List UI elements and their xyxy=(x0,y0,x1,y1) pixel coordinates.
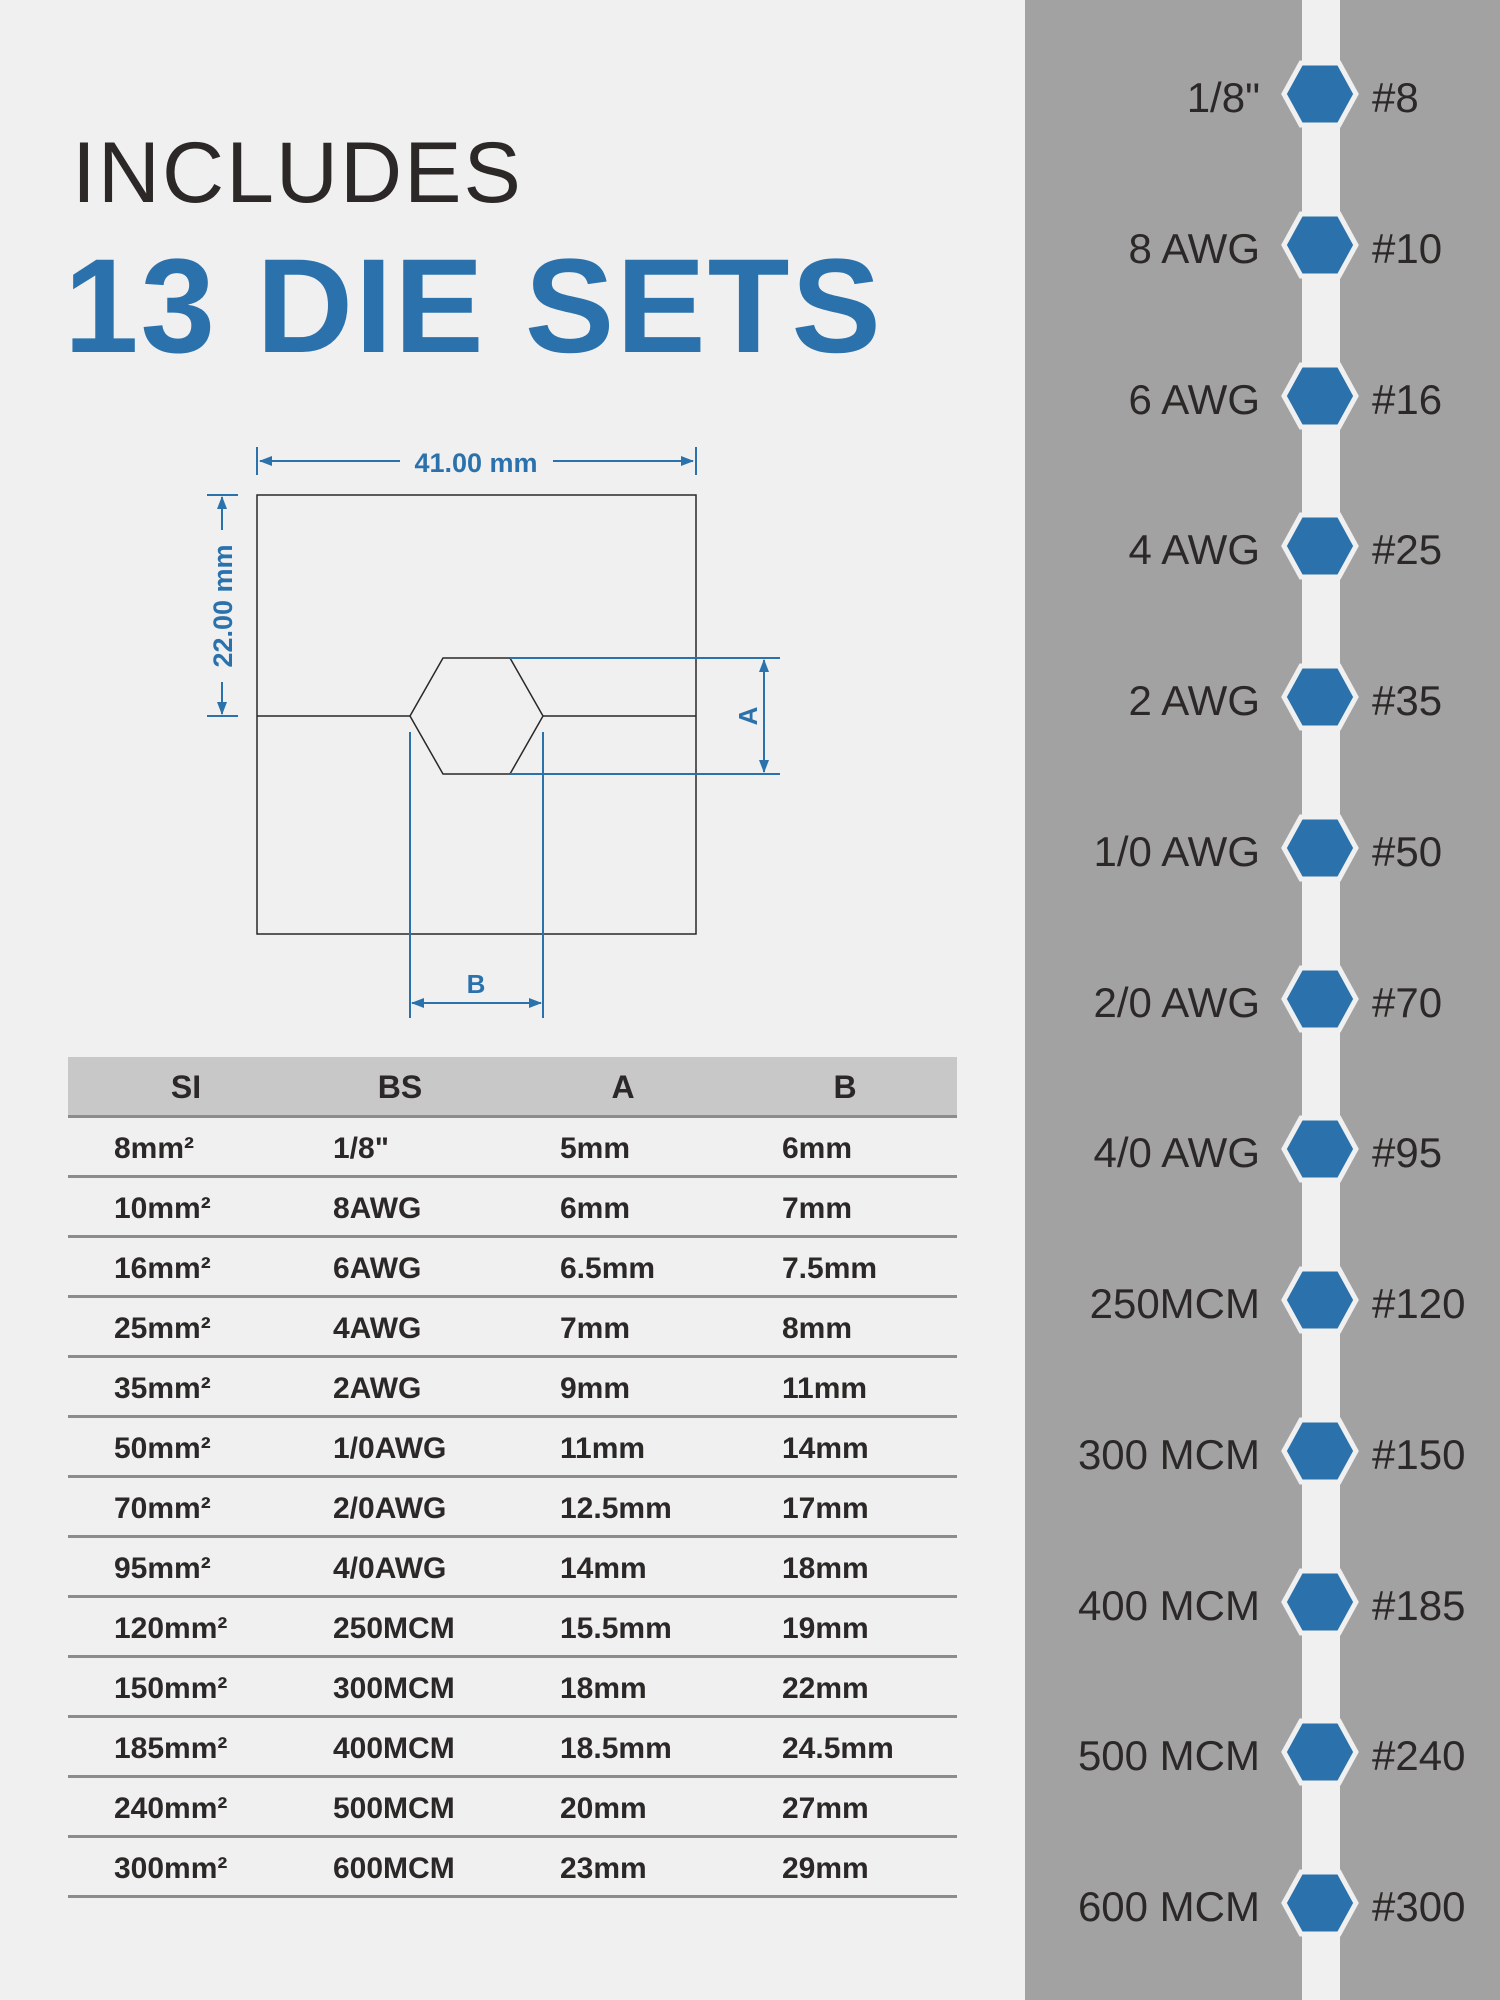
hexagon-icon xyxy=(1280,808,1360,888)
cell-bs: 2/0AWG xyxy=(333,1492,447,1525)
die-set-size: 1/8" xyxy=(1186,74,1260,121)
cell-bs: 1/8" xyxy=(333,1132,389,1165)
table-body xyxy=(68,1118,957,1898)
b-arrow-right xyxy=(529,998,542,1008)
cell-si: 50mm² xyxy=(114,1432,211,1465)
die-set-item xyxy=(1025,506,1500,586)
cell-b: 14mm xyxy=(782,1432,869,1465)
a-arrow-bottom xyxy=(759,760,769,773)
heading-die-sets: 13 DIE SETS xyxy=(64,232,883,381)
die-set-number: #120 xyxy=(1372,1280,1466,1327)
die-set-number: #25 xyxy=(1372,526,1443,573)
hexagon-icon xyxy=(1280,54,1360,134)
die-set-item xyxy=(1025,1863,1500,1943)
hexagon-icon xyxy=(1280,1712,1360,1792)
die-set-number: #16 xyxy=(1372,376,1443,423)
cell-bs: 6AWG xyxy=(333,1252,422,1285)
table-row xyxy=(68,1658,957,1718)
die-set-size: 250MCM xyxy=(1089,1280,1260,1327)
hexagon-icon xyxy=(1280,1411,1360,1491)
hexagon-icon xyxy=(1280,1260,1360,1340)
die-set-size: 600 MCM xyxy=(1077,1883,1260,1930)
height-arrow-top xyxy=(217,496,227,509)
cell-a: 6mm xyxy=(560,1192,631,1225)
a-arrow-top xyxy=(759,659,769,672)
cell-si: 16mm² xyxy=(114,1252,211,1285)
die-set-number: #50 xyxy=(1372,828,1443,875)
cell-si: 120mm² xyxy=(114,1612,228,1645)
table-row xyxy=(68,1598,957,1658)
cell-bs: 500MCM xyxy=(333,1792,455,1825)
die-set-size: 4 AWG xyxy=(1128,526,1260,573)
die-set-number: #35 xyxy=(1372,677,1443,724)
cell-b: 7mm xyxy=(782,1192,853,1225)
die-set-item xyxy=(1025,356,1500,436)
table-row xyxy=(68,1418,957,1478)
cell-bs: 400MCM xyxy=(333,1732,455,1765)
die-hexagon-shape xyxy=(410,658,543,774)
cell-a: 6.5mm xyxy=(560,1252,656,1285)
die-set-size: 1/0 AWG xyxy=(1093,828,1260,875)
a-dimension-label: A xyxy=(733,706,763,726)
die-set-size: 4/0 AWG xyxy=(1093,1129,1260,1176)
cell-a: 14mm xyxy=(560,1552,647,1585)
die-set-number: #10 xyxy=(1372,225,1443,272)
heading-includes: INCLUDES xyxy=(72,125,523,221)
cell-bs: 8AWG xyxy=(333,1192,422,1225)
cell-b: 27mm xyxy=(782,1792,869,1825)
column-header-bs: BS xyxy=(377,1069,423,1105)
cell-a: 18mm xyxy=(560,1672,647,1705)
table-row xyxy=(68,1538,957,1598)
table-row xyxy=(68,1358,957,1418)
die-set-item xyxy=(1025,205,1500,285)
cell-bs: 600MCM xyxy=(333,1852,455,1885)
die-set-number: #240 xyxy=(1372,1732,1466,1779)
die-set-item xyxy=(1025,1712,1500,1792)
cell-b: 11mm xyxy=(782,1372,868,1405)
column-header-b: B xyxy=(833,1069,857,1105)
table-row xyxy=(68,1298,957,1358)
cell-si: 300mm² xyxy=(114,1852,228,1885)
cell-b: 6mm xyxy=(782,1132,853,1165)
hexagon-icon xyxy=(1280,1863,1360,1943)
hexagon-icon xyxy=(1280,1109,1360,1189)
table-row xyxy=(68,1238,957,1298)
die-set-number: #150 xyxy=(1372,1431,1466,1478)
die-set-item xyxy=(1025,1562,1500,1642)
cell-b: 29mm xyxy=(782,1852,869,1885)
column-header-a: A xyxy=(611,1069,635,1105)
cell-b: 19mm xyxy=(782,1612,869,1645)
column-header-si: SI xyxy=(170,1069,202,1105)
die-set-number: #8 xyxy=(1372,74,1419,121)
width-arrow-left xyxy=(259,456,272,466)
cell-b: 22mm xyxy=(782,1672,869,1705)
cell-si: 240mm² xyxy=(114,1792,228,1825)
table-header-row xyxy=(68,1057,957,1118)
die-set-number: #95 xyxy=(1372,1129,1443,1176)
cell-b: 17mm xyxy=(782,1492,869,1525)
cell-a: 5mm xyxy=(560,1132,631,1165)
cell-a: 20mm xyxy=(560,1792,647,1825)
cell-si: 70mm² xyxy=(114,1492,211,1525)
cell-si: 10mm² xyxy=(114,1192,211,1225)
b-arrow-left xyxy=(411,998,424,1008)
hexagon-icon xyxy=(1280,205,1360,285)
cell-a: 12.5mm xyxy=(560,1492,672,1525)
height-arrow-bottom xyxy=(217,702,227,715)
cell-bs: 300MCM xyxy=(333,1672,455,1705)
cell-bs: 1/0AWG xyxy=(333,1432,447,1465)
table-row xyxy=(68,1838,957,1898)
cell-si: 8mm² xyxy=(114,1132,195,1165)
die-dimension-diagram xyxy=(0,0,1000,1040)
hexagon-icon xyxy=(1280,356,1360,436)
hexagon-icon xyxy=(1280,657,1360,737)
die-set-size: 2 AWG xyxy=(1128,677,1260,724)
die-set-item xyxy=(1025,1109,1500,1189)
table-row xyxy=(68,1178,957,1238)
cell-si: 185mm² xyxy=(114,1732,228,1765)
hexagon-icon xyxy=(1280,959,1360,1039)
die-set-size: 300 MCM xyxy=(1077,1431,1260,1478)
table-row xyxy=(68,1118,957,1178)
height-dimension-label: 22.00 mm xyxy=(208,544,238,668)
width-arrow-right xyxy=(681,456,694,466)
cell-bs: 4AWG xyxy=(333,1312,422,1345)
die-set-item xyxy=(1025,1260,1500,1340)
cell-si: 150mm² xyxy=(114,1672,228,1705)
cell-a: 15.5mm xyxy=(560,1612,672,1645)
die-set-size: 8 AWG xyxy=(1128,225,1260,272)
cell-b: 24.5mm xyxy=(782,1732,894,1765)
die-outline xyxy=(257,495,696,934)
cell-si: 35mm² xyxy=(114,1372,211,1405)
cell-bs: 250MCM xyxy=(333,1612,455,1645)
table-row xyxy=(68,1478,957,1538)
die-set-size: 400 MCM xyxy=(1077,1582,1260,1629)
die-set-item xyxy=(1025,657,1500,737)
cell-si: 25mm² xyxy=(114,1312,211,1345)
die-set-size: 500 MCM xyxy=(1077,1732,1260,1779)
cell-a: 18.5mm xyxy=(560,1732,672,1765)
cell-b: 18mm xyxy=(782,1552,869,1585)
table-row xyxy=(68,1718,957,1778)
die-set-size: 6 AWG xyxy=(1128,376,1260,423)
table-row xyxy=(68,1778,957,1838)
die-set-item xyxy=(1025,54,1500,134)
cell-a: 7mm xyxy=(560,1312,631,1345)
hexagon-icon xyxy=(1280,1562,1360,1642)
die-set-number: #300 xyxy=(1372,1883,1466,1930)
cell-bs: 2AWG xyxy=(333,1372,422,1405)
die-set-size: 2/0 AWG xyxy=(1093,979,1260,1026)
die-set-number: #70 xyxy=(1372,979,1443,1026)
b-dimension-label: B xyxy=(466,969,486,999)
die-size-table xyxy=(68,1057,957,1898)
width-dimension-label: 41.00 mm xyxy=(414,448,538,478)
cell-b: 7.5mm xyxy=(782,1252,878,1285)
die-set-item xyxy=(1025,1411,1500,1491)
cell-si: 95mm² xyxy=(114,1552,211,1585)
cell-a: 9mm xyxy=(560,1372,631,1405)
die-set-item xyxy=(1025,808,1500,888)
cell-a: 11mm xyxy=(560,1432,646,1465)
die-set-item xyxy=(1025,959,1500,1039)
cell-b: 8mm xyxy=(782,1312,853,1345)
cell-bs: 4/0AWG xyxy=(333,1552,447,1585)
die-set-number: #185 xyxy=(1372,1582,1466,1629)
hexagon-icon xyxy=(1280,506,1360,586)
cell-a: 23mm xyxy=(560,1852,647,1885)
